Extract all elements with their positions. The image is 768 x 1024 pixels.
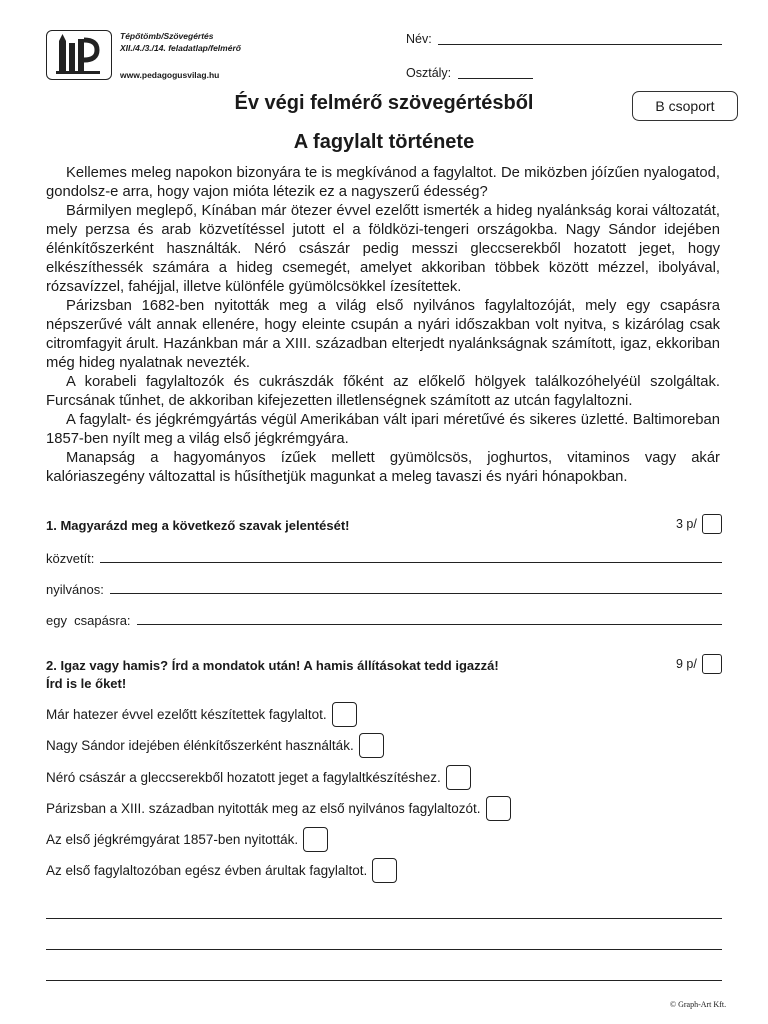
statement-row bbox=[46, 795, 511, 821]
answer-line[interactable] bbox=[110, 592, 722, 594]
task2-title-line2: Írd is le őket! bbox=[46, 676, 127, 691]
task2-title: 2. Igaz vagy hamis? Írd a mondatok után! A hamis állításokat tedd igazzá! bbox=[46, 658, 499, 673]
statement-row bbox=[46, 764, 471, 790]
group-badge: B csoport bbox=[632, 91, 738, 121]
statement-text: Az első fagylaltozóban egész évben árultak fagylaltot. bbox=[46, 862, 368, 878]
statement-row bbox=[46, 701, 357, 727]
article-paragraph: Bármilyen meglepő, Kínában már ötezer évvel ezelőtt ismerték a hideg nyalánkság korai változatát, mely perzsa és arab közvetítéssel jutott el a földközi-tengeri országokba. Nagy Sándor idejében élénkítőszerként használták. Néró császár pedig messzi gleccserekből hozatott jeget, hogy elkészíthessék számára a hideg csemegét, amelyet akkoriban többek között mézzel, ibolyával, rózsavízzel, fahéjjal, illetve különféle gyümölcsökkel ízesítettek. bbox=[46, 203, 720, 295]
task1-title: 1. Magyarázd meg a következő szavak jelentését! bbox=[46, 518, 350, 533]
task1-points: 3 p/ bbox=[676, 517, 697, 531]
worksheet-code: XII./4./3./14. feladatlap/felmérő bbox=[120, 43, 241, 53]
true-false-box[interactable] bbox=[486, 796, 511, 821]
true-false-box[interactable] bbox=[332, 702, 357, 727]
article-paragraph: A fagylalt- és jégkrémgyártás végül Amerikában vált ipari méretűvé és sikeres üzletté. Baltimoreban 1857-ben nyílt meg a világ első jégkrémgyára. bbox=[46, 412, 720, 447]
true-false-box[interactable] bbox=[359, 733, 384, 758]
article-paragraph: A korabeli fagylaltozók és cukrászdák főként az előkelő hölgyek találkozóhelyéül szolgáltak. Furcsának tűnhet, de akkoriban kifejezetten illetlenségnek számított az utcán fagylaltozni. bbox=[46, 374, 720, 409]
statement-text: Már hatezer évvel ezelőtt készítettek fagylaltot. bbox=[46, 706, 327, 722]
article-text bbox=[46, 164, 720, 487]
word-row-kozvetit bbox=[46, 548, 722, 566]
word-label: közvetít: bbox=[46, 551, 95, 566]
statement-text: Párizsban a XIII. században nyitották meg az első nyilvános fagylaltozót. bbox=[46, 800, 481, 816]
word-label: egy csapásra: bbox=[46, 613, 131, 628]
statement-row bbox=[46, 732, 384, 758]
true-false-box[interactable] bbox=[446, 765, 471, 790]
statement-row bbox=[46, 857, 397, 883]
task2-score-box[interactable] bbox=[702, 654, 722, 674]
true-false-box[interactable] bbox=[372, 858, 397, 883]
article-title: A fagylalt története bbox=[293, 131, 475, 153]
publisher-logo bbox=[46, 30, 112, 80]
word-row-nyilvanos bbox=[46, 579, 722, 597]
website-link[interactable]: www.pedagogusvilag.hu bbox=[120, 70, 220, 80]
task2-points: 9 p/ bbox=[676, 657, 697, 671]
true-false-box[interactable] bbox=[303, 827, 328, 852]
correction-line[interactable] bbox=[46, 918, 722, 919]
name-label: Név: bbox=[406, 32, 432, 46]
answer-line[interactable] bbox=[137, 623, 722, 625]
copyright-notice: © Graph-Art Kft. bbox=[670, 1000, 727, 1009]
answer-line[interactable] bbox=[100, 561, 722, 563]
statement-text: Néró császár a gleccserekből hozatott jeget a fagylaltkészítéshez. bbox=[46, 769, 441, 785]
article-paragraph: Kellemes meleg napokon bizonyára te is megkívánod a fagylaltot. De miközben jóízűen nyalogatod, gondolsz-e arra, hogy vajon mióta létezik ez a nagyszerű édesség? bbox=[46, 165, 720, 200]
word-label: nyilvános: bbox=[46, 582, 104, 597]
series-label: Tépőtömb/Szövegértés bbox=[120, 31, 214, 41]
correction-line[interactable] bbox=[46, 980, 722, 981]
name-field[interactable] bbox=[438, 44, 722, 45]
word-row-egy-csapasra bbox=[46, 610, 722, 628]
statement-row bbox=[46, 826, 328, 852]
article-paragraph: Párizsban 1682-ben nyitották meg a világ első nyilvános fagylaltozóját, mely egy csapásra népszerűvé vált annak ellenére, hogy eleinte csupán a nyári időszakban volt nyitva, s kizárólag csak citromfagyit árult. Hazánkban már a XIII. században elterjedt nyalánkságnak számított, igaz, ekkoriban még hideg nyalatnak nevezték. bbox=[46, 298, 720, 371]
class-label: Osztály: bbox=[406, 66, 452, 80]
correction-line[interactable] bbox=[46, 949, 722, 950]
class-field[interactable] bbox=[458, 78, 533, 79]
statement-text: Az első jégkrémgyárat 1857-ben nyitották. bbox=[46, 831, 299, 847]
article-paragraph: Manapság a hagyományos ízűek mellett gyümölcsös, joghurtos, vitaminos vagy akár kalóriaszegény változattal is hűsíthetjük magunkat a meleg tavaszi és nyári hónapokban. bbox=[46, 450, 720, 485]
statement-text: Nagy Sándor idejében élénkítőszerként használták. bbox=[46, 737, 354, 753]
task1-score-box[interactable] bbox=[702, 514, 722, 534]
page-title: Év végi felmérő szövegértésből bbox=[234, 92, 534, 114]
